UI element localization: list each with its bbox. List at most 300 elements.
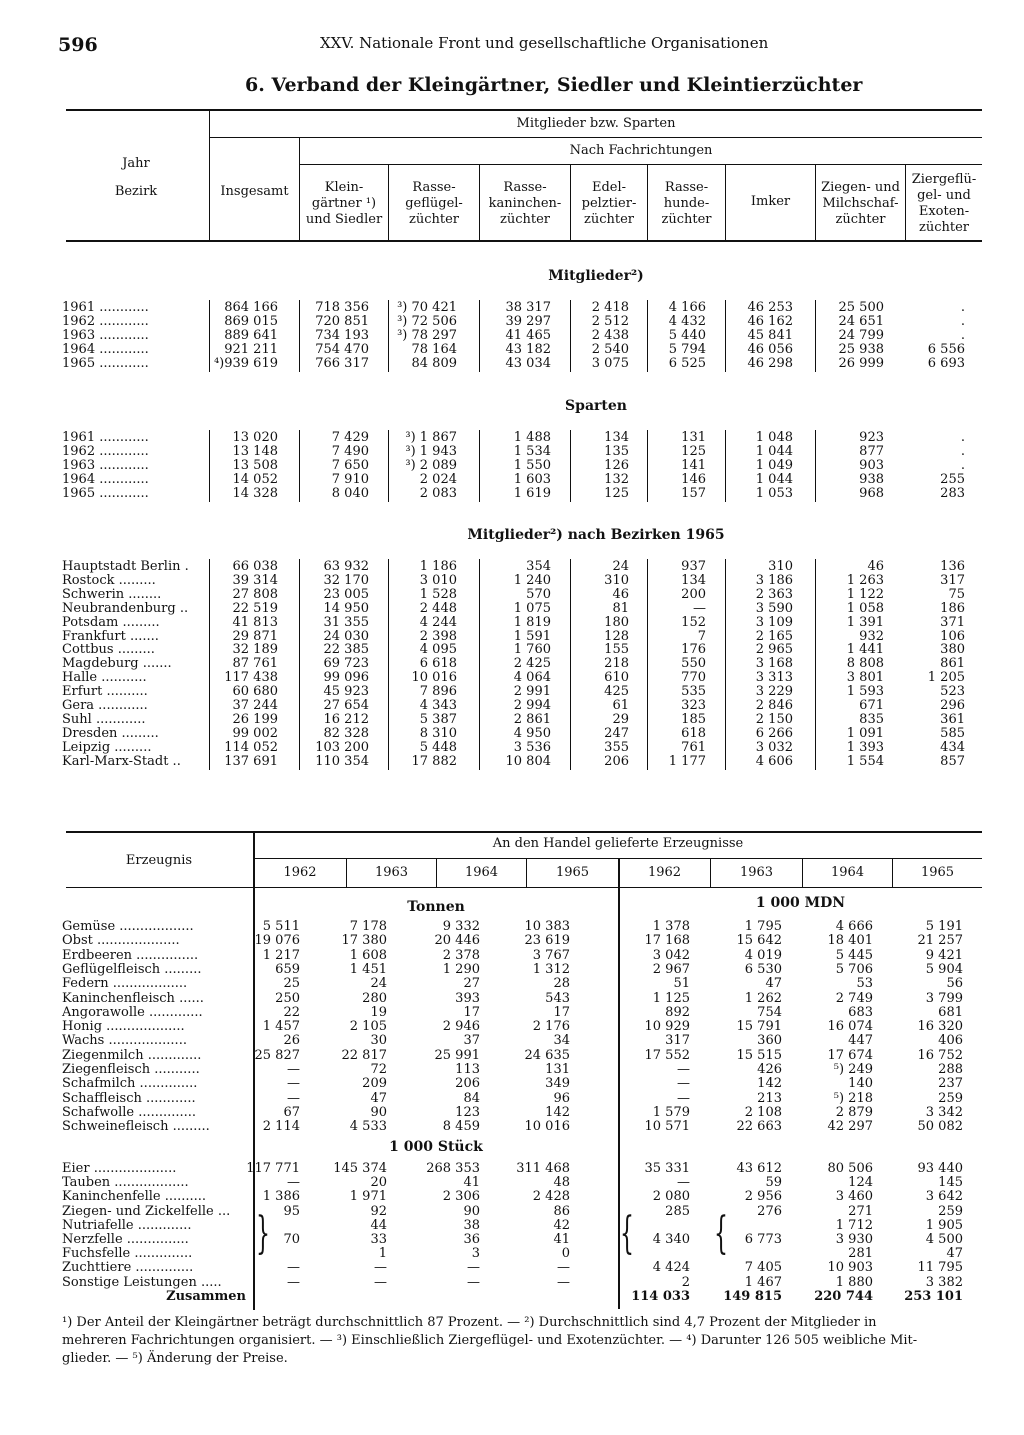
cell-value: 1 880 [835,1274,873,1290]
row-label: Gemüse .................. [62,919,194,934]
cell-value: 923 [859,430,884,445]
cell-value: 877 [859,443,884,459]
row-label: Suhl ............ [62,711,146,727]
cell-value: 10 929 [644,1019,690,1035]
cell-value: 2 425 [513,656,551,672]
cell-value: 16 320 [917,1019,963,1035]
cell-value: 43 034 [505,355,551,371]
stub-header-jahr: Jahr [122,156,150,171]
cell-value: 152 [681,614,706,630]
col-subgroup-header: Nach Fachrichtungen [569,143,713,158]
cell-value: 968 [859,485,884,501]
row-label: 1962 ............ [62,443,149,459]
cell-value: . [960,300,965,315]
cell-value: 8 459 [442,1119,480,1135]
cell-value: 17 380 [341,933,387,949]
cell-value: — [287,1090,300,1106]
cell-value: 570 [526,586,551,602]
cell-value: 426 [757,1062,782,1077]
cell-value: . [960,443,965,459]
cell-value: 2 165 [755,628,793,644]
cell-value: 124 [848,1175,873,1191]
cell-value: 2 306 [442,1189,480,1205]
cell-value: 48 [553,1175,570,1191]
col-header-line: Rasse- [503,180,547,195]
row-label: Federn .................. [62,976,188,992]
cell-value: 1 262 [744,990,782,1006]
cell-value: 33 [370,1232,387,1247]
cell-value: 209 [362,1076,387,1092]
cell-value: 25 938 [838,341,884,357]
cell-value: 1 819 [513,614,551,630]
cell-value: 4 166 [668,300,706,315]
footnote-3: glieder. — ⁵) Änderung der Preise. [62,1351,288,1366]
running-title: XXV. Nationale Front und gesellschaftliche Organisationen [320,34,769,52]
col-header-7 [816,180,905,228]
cell-value: 5 191 [925,919,963,934]
cell-value: — [677,1175,690,1191]
cell-value: 1 044 [755,443,793,459]
cell-value: 186 [940,600,965,616]
cell-value: 18 401 [827,933,873,949]
cell-value: 200 [681,586,706,602]
row-label: 1963 ............ [62,457,149,473]
cell-value: 46 056 [747,341,793,357]
cell-value: 280 [362,990,387,1006]
cell-value: 5 440 [668,327,706,343]
cell-value: 1 177 [668,753,706,769]
cell-value: 7 405 [744,1260,782,1276]
cell-value: 434 [940,739,965,755]
cell-value: 1 488 [513,430,551,445]
cell-value: 6 556 [927,341,965,357]
cell-value: 281 [848,1246,873,1262]
cell-value: 276 [757,1203,782,1219]
cell-value: 4 424 [652,1260,690,1276]
cell-value: 31 355 [323,614,369,630]
col-header-line: züchter [918,220,969,235]
cell-value: 140 [848,1076,873,1092]
cell-value: 523 [940,684,965,700]
year-header: 1964 [830,865,865,880]
cell-value: 2 448 [419,600,457,616]
cell-value: ³) 78 297 [397,327,457,343]
col-header-insgesamt: Insgesamt [220,184,289,199]
cell-value: 1 554 [846,753,884,769]
cell-value: 46 162 [747,313,793,329]
unit-mdn: 1 000 MDN [755,895,846,911]
year-header: 1963 [374,865,409,880]
cell-value: 1 058 [846,600,884,616]
cell-value: — [693,600,706,616]
cell-value: 70 [283,1232,300,1247]
row-label: Leipzig ......... [62,739,152,755]
cell-value: 37 244 [232,698,278,713]
row-label: Schaffleisch ............ [62,1090,196,1106]
cell-value: 406 [938,1033,963,1049]
cell-value: 3 460 [835,1189,873,1205]
cell-value: 921 211 [224,341,278,357]
cell-value: 21 257 [917,933,963,949]
cell-value: 41 [463,1175,480,1191]
cell-value: 45 923 [323,684,369,700]
cell-value: 90 [463,1203,480,1219]
cell-value: 271 [848,1203,873,1219]
cell-value: 892 [665,1004,690,1020]
cell-value: 585 [940,725,965,741]
col-group-header: Mitglieder bzw. Sparten [516,116,676,131]
cell-value: 99 002 [232,725,278,741]
cell-value: 247 [604,725,629,741]
cell-value: 13 148 [232,443,278,459]
cell-value: 46 [867,559,884,574]
cell-value: 543 [545,990,570,1006]
cell-value: 1 603 [513,471,551,487]
cell-value: 250 [275,990,300,1006]
cell-value: 3 930 [835,1232,873,1247]
cell-value: 1 441 [846,642,884,658]
cell-value: 80 506 [827,1161,873,1176]
cell-value: 123 [455,1104,480,1120]
row-label: Schwerin ........ [62,586,162,602]
cell-value: 27 [463,976,480,992]
cell-value: 137 691 [224,753,278,769]
cell-value: 4 533 [349,1119,387,1135]
cell-value: 180 [604,614,629,630]
cell-value: 2 967 [652,961,690,977]
row-label: 1962 ............ [62,313,149,329]
cell-value: — [557,1260,570,1276]
cell-value: — [287,1260,300,1276]
col-header-line: Rasse- [664,180,709,195]
cell-value: 4 432 [668,313,706,329]
cell-value: 157 [681,485,706,501]
cell-value: 4 064 [513,670,551,686]
cell-value: 206 [455,1076,480,1092]
cell-value: 44 [370,1217,387,1233]
cell-value: 1 905 [925,1217,963,1233]
row-label: Eier .................... [62,1161,177,1176]
cell-value: 99 096 [323,670,369,686]
cell-value: 69 723 [323,656,369,672]
cell-value: 10 016 [524,1119,570,1135]
cell-value: 4 950 [513,725,551,741]
cell-value: 6 530 [744,961,782,977]
page-number: 596 [58,34,98,56]
cell-value: 3 382 [925,1274,963,1290]
cell-value: 1 263 [846,572,884,588]
cell-value: ⁵) 218 [833,1090,873,1106]
year-header: 1962 [647,865,682,880]
row-label: Ziegen- und Zickelfelle ... [62,1203,231,1219]
cell-value: 1 312 [532,961,570,977]
cell-value: 16 212 [323,711,369,727]
cell-value: 14 052 [232,471,278,487]
cell-value: 136 [940,559,965,574]
cell-value: 425 [604,684,629,700]
cell-value: 2 176 [532,1019,570,1035]
cell-value: 734 193 [315,327,369,343]
row-label: Nerzfelle ............... [62,1232,189,1247]
cell-value: 7 [697,628,706,644]
cell-value: 283 [940,485,965,501]
cell-value: 5 445 [835,947,873,963]
cell-value: 46 [612,586,629,602]
cell-value: 45 841 [747,327,793,343]
cell-value: 937 [681,559,706,574]
cell-value: 8 040 [331,485,369,501]
cell-value: 27 808 [232,586,278,602]
cell-value: 3 010 [419,572,457,588]
cell-value: 310 [604,572,629,588]
cell-value: 25 [283,976,300,992]
cell-value: 869 015 [224,313,278,329]
cell-value: 206 [604,753,629,769]
cell-value: 113 [455,1062,480,1077]
cell-value: 1 386 [262,1189,300,1205]
cell-value: 32 170 [323,572,369,588]
cell-value: 16 074 [827,1019,873,1035]
cell-value: 17 882 [411,753,457,769]
cell-value: 5 794 [668,341,706,357]
cell-value: 26 199 [232,711,278,727]
col-header-6 [726,194,815,210]
col-header-1 [300,180,388,228]
cell-value: 5 904 [925,961,963,977]
cell-value: 1 619 [513,485,551,501]
cell-value: 361 [940,711,965,727]
cell-value: 2 749 [835,990,873,1006]
col-header-line: Imker [750,194,791,209]
row-label: Potsdam ......... [62,614,160,630]
col-header-line: Ziegen- und [821,180,900,195]
cell-value: 6 773 [744,1232,782,1247]
cell-value: 22 519 [232,600,278,616]
cell-value: 2 083 [419,485,457,501]
row-label: Schafwolle .............. [62,1104,197,1120]
cell-value: 26 [283,1033,300,1049]
col-header-4 [571,180,647,228]
cell-value: 23 005 [323,586,369,602]
cell-value: 10 383 [524,919,570,934]
cell-value: 24 799 [838,327,884,343]
cell-value: 50 082 [917,1119,963,1135]
cell-value: ³) 72 506 [397,313,457,329]
brace-left-1963-mdn: { [714,1208,728,1259]
row-label: Erfurt .......... [62,684,148,700]
total-label: Zusammen [166,1288,246,1304]
row-label: Frankfurt ....... [62,628,159,644]
cell-value: 1 593 [846,684,884,700]
row-label: Sonstige Leistungen ..... [62,1274,222,1290]
row-label: 1964 ............ [62,471,149,487]
cell-value: 610 [604,670,629,686]
cell-value: 1 053 [755,485,793,501]
cell-value: 22 [283,1004,300,1020]
cell-value: 285 [665,1203,690,1219]
cell-value: 903 [859,457,884,473]
cell-value: 5 448 [419,739,457,755]
cell-value: 2 994 [513,698,551,713]
col-header-line: hunde- [663,196,710,211]
cell-value: 932 [859,628,884,644]
footnote-1: ¹) Der Anteil der Kleingärtner beträgt durchschnittlich 87 Prozent. — ²) Durchschnittlich sind 4,7 Prozent der Mitglieder in [62,1315,877,1330]
cell-value: 6 266 [755,725,793,741]
cell-value: 10 903 [827,1260,873,1276]
cell-value: 53 [856,976,873,992]
cell-value: 43 182 [505,341,551,357]
row-label: Kaninchenfleisch ...... [62,990,204,1006]
cell-value: 296 [940,698,965,713]
row-label: 1963 ............ [62,327,149,343]
cell-value: 134 [681,572,706,588]
year-header: 1965 [555,865,590,880]
cell-value: 56 [946,976,963,992]
cell-value: 78 164 [411,341,457,357]
cell-value: 4 606 [755,753,793,769]
col-header-line: Exoten- [918,204,970,219]
cell-value: 1 091 [846,725,884,741]
cell-value: 17 [553,1004,570,1020]
cell-value: 114 052 [224,739,278,755]
col-group-header-handel: An den Handel gelieferte Erzeugnisse [492,836,744,851]
cell-value: — [287,1274,300,1290]
cell-value: 1 205 [927,670,965,686]
cell-value: 46 253 [747,300,793,315]
cell-value: 22 663 [736,1119,782,1135]
col-header-line: Edel- [591,180,627,195]
cell-value: 2 879 [835,1104,873,1120]
cell-value: 447 [848,1033,873,1049]
cell-value: ³) 2 089 [405,457,457,473]
row-label: Rostock ......... [62,572,156,588]
cell-value: 30 [370,1033,387,1049]
cell-value: 39 314 [232,572,278,588]
section-title: Sparten [565,398,627,414]
cell-value: 3 590 [755,600,793,616]
cell-value: . [960,313,965,329]
cell-value: 2 398 [419,628,457,644]
cell-value: 354 [526,559,551,574]
row-label: Gera ............ [62,698,148,713]
cell-value: 86 [553,1203,570,1219]
cell-value: 1 550 [513,457,551,473]
cell-value: 220 744 [814,1288,873,1304]
cell-value: 20 [370,1175,387,1191]
col-header-line: Rasse- [412,180,456,195]
cell-value: — [677,1076,690,1092]
cell-value: 41 813 [232,614,278,630]
cell-value: 1 534 [513,443,551,459]
col-header-line: Ziergeflü- [911,172,977,187]
col-header-line: züchter [583,212,634,227]
cell-value: 3 536 [513,739,551,755]
row-label: Zuchttiere .............. [62,1260,194,1276]
cell-value: 66 038 [232,559,278,574]
cell-value: 117 771 [246,1161,300,1176]
cell-value: 26 999 [838,355,884,371]
cell-value: 0 [561,1246,570,1262]
cell-value: 38 [463,1217,480,1233]
cell-value: — [677,1090,690,1106]
cell-value: 4 244 [419,614,457,630]
cell-value: . [960,327,965,343]
cell-value: 27 654 [323,698,369,713]
cell-value: 19 076 [254,933,300,949]
cell-value: 3 168 [755,656,793,672]
col-header-2 [389,180,479,228]
cell-value: 7 178 [349,919,387,934]
brace-right-1962: { [620,1208,634,1259]
cell-value: 535 [681,684,706,700]
cell-value: 63 932 [323,559,369,574]
row-label: Karl-Marx-Stadt .. [62,753,181,769]
cell-value: 349 [545,1076,570,1092]
cell-value: 317 [665,1033,690,1049]
year-header: 1962 [283,865,317,880]
row-label: Angorawolle ............. [62,1004,203,1020]
cell-value: 117 438 [224,670,278,686]
cell-value: 7 896 [419,684,457,700]
cell-value: 34 [553,1033,570,1049]
cell-value: 268 353 [426,1161,480,1176]
cell-value: 41 [553,1232,570,1247]
unit-tonnen: Tonnen [407,899,465,915]
cell-value: 37 [463,1033,480,1049]
cell-value: 59 [765,1175,782,1191]
cell-value: 3 109 [755,614,793,630]
cell-value: 3 801 [846,670,884,686]
cell-value: 110 354 [315,753,369,769]
cell-value: — [374,1274,387,1290]
row-label: 1965 ............ [62,355,149,371]
cell-value: 259 [938,1203,963,1219]
cell-value: 2 378 [442,947,480,963]
cell-value: 1 075 [513,600,551,616]
col-header-5 [648,180,725,228]
cell-value: 1 391 [846,614,884,630]
cell-value: 13 508 [232,457,278,473]
cell-value: 1 608 [349,947,387,963]
cell-value: 259 [938,1090,963,1106]
cell-value: 253 101 [904,1288,963,1304]
row-label: 1961 ............ [62,300,149,315]
cell-value: 14 328 [232,485,278,501]
year-header: 1965 [920,865,955,880]
cell-value: 1 378 [652,919,690,934]
cell-value: 46 298 [747,355,793,371]
cell-value: 131 [545,1062,570,1077]
cell-value: 857 [940,753,965,769]
col-header-8 [906,172,982,236]
cell-value: 371 [940,614,965,630]
cell-value: 42 [553,1217,570,1233]
cell-value: 103 200 [315,739,369,755]
cell-value: 17 [463,1004,480,1020]
cell-value: 60 680 [232,684,278,700]
cell-value: 7 910 [331,471,369,487]
cell-value: ⁵) 249 [833,1062,873,1077]
cell-value: 218 [604,656,629,672]
cell-value: 10 804 [505,753,551,769]
cell-value: 1 457 [262,1019,300,1035]
cell-value: 3 342 [925,1104,963,1120]
cell-value: 8 310 [419,725,457,741]
cell-value: 87 761 [232,656,278,672]
cell-value: 72 [370,1062,387,1077]
cell-value: 2 108 [744,1104,782,1120]
brace-left-1962: } [256,1208,270,1259]
